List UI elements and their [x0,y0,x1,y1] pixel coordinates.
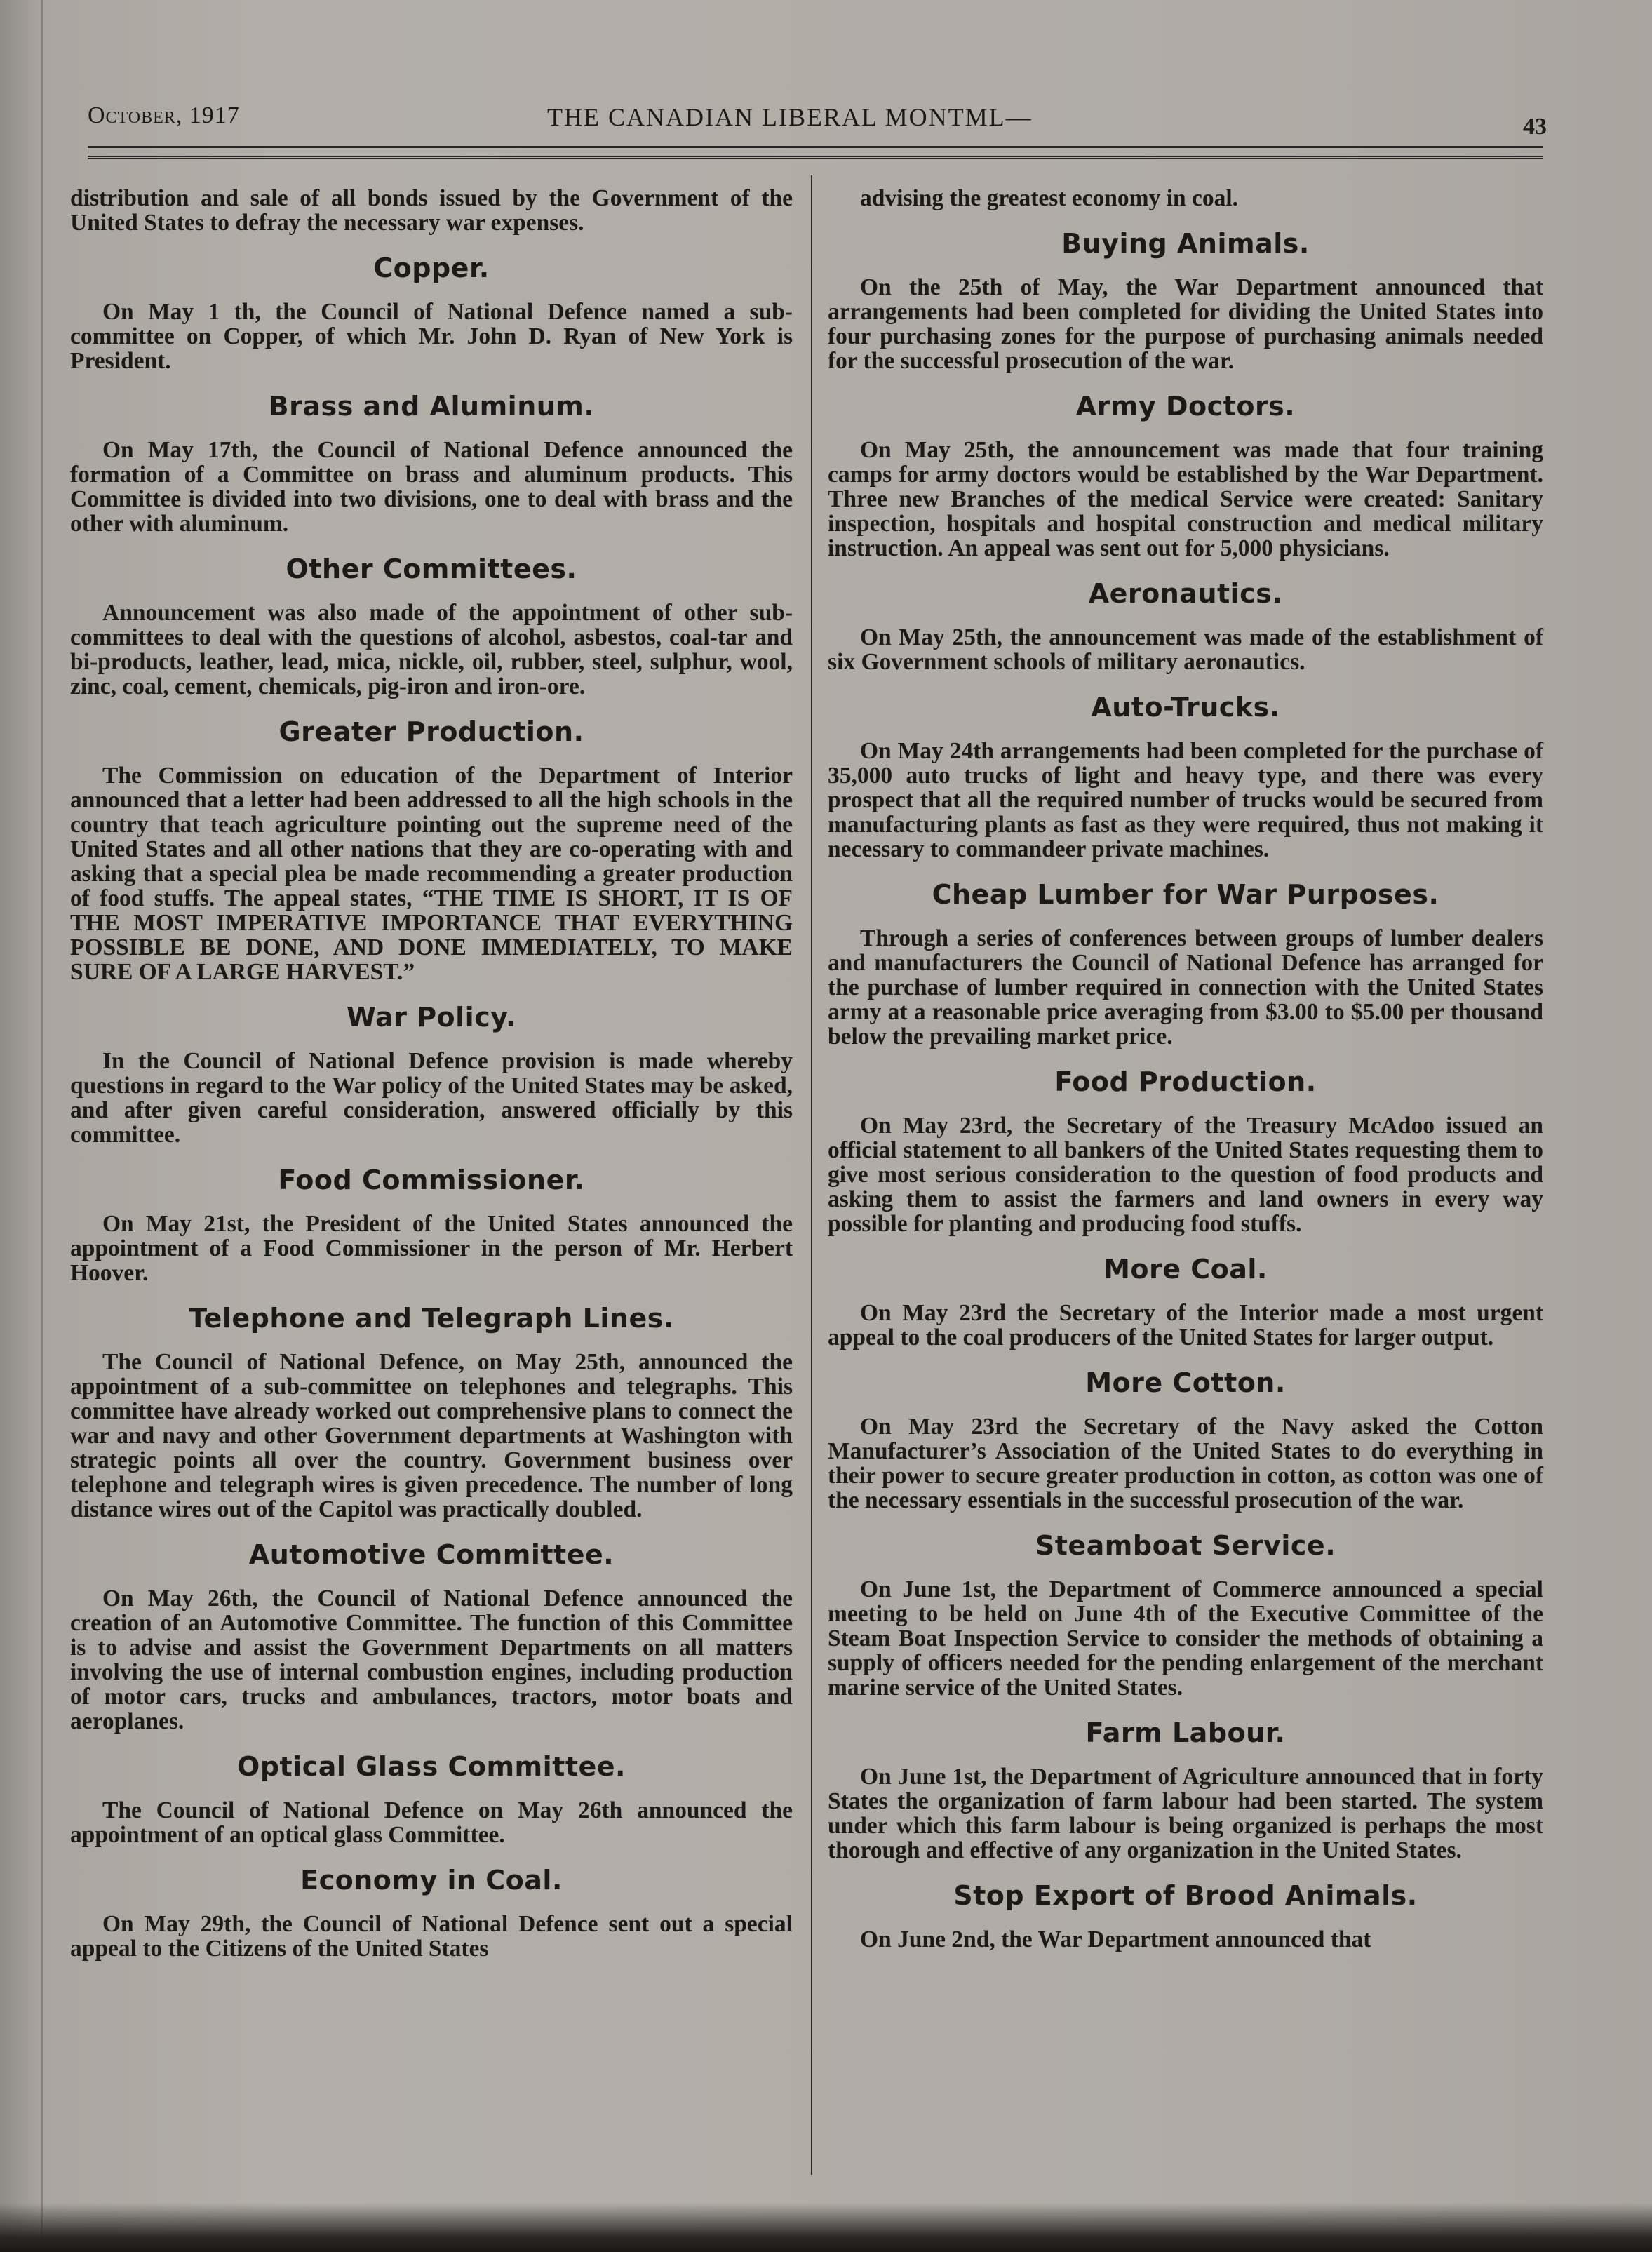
section-body-buying-animals: On the 25th of May, the War Department announced that arrangements had been completed for dividing the United States into four purchasing zones for the purpose of purchasing animals needed for the successful prosecution of the war. [828,274,1543,374]
section-body-war-policy: In the Council of National Defence provision is made whereby questions in regard to the War policy of the United States may be asked, and after given careful consideration, answered officially by this committee. [70,1048,793,1148]
section-body-food-production: On May 23rd, the Secretary of the Treasury McAdoo issued an official statement to all bankers of the United States requesting them to give most serious consideration to the question of food products and asking them to assist the farmers and land owners in every way possible for planting and producing food stuffs. [828,1113,1543,1237]
section-body-farm-labour: On June 1st, the Department of Agriculture announced that in forty States the organization of farm labour had been started. The system under which this farm labour is being organized is perhaps the most thorough and effective of any organization in the United States. [828,1764,1543,1863]
publication-title: THE CANADIAN LIBERAL MONTML— [547,103,1033,131]
page-bottom-shadow [0,2203,1652,2252]
section-heading-greater-production: Greater Production. [278,716,584,747]
section-heading-auto-trucks: Auto-Trucks. [1091,692,1280,723]
left-column-intro: distribution and sale of all bonds issued by the Government of the United States to defray the necessary war expenses. [70,185,793,236]
section-body-greater-production: The Commission on education of the Department of Interior announced that a letter had been addressed to all the high schools in the country that teach agriculture pointing out the supreme need of the United States and all other nations that they are co-operating with and asking that a special plea be made recommending a greater production of food stuffs. The appeal states, “THE TIME IS SHORT, IT IS OF THE MOST IMPERATIVE IMPORTANCE THAT EVERYTHING POSSIBLE BE DONE, AND DONE IMMEDIATELY, TO MAKE SURE OF A LARGE HARVEST.” [70,763,793,985]
section-heading-other-committees: Other Committees. [286,554,577,584]
header-rule [88,146,1543,152]
page-header [88,97,1547,139]
section-body-economy-coal: On May 29th, the Council of National Defence sent out a special appeal to the Citizens of the United States [70,1911,793,1962]
page-number: 43 [1523,114,1547,140]
section-heading-telephone-telegraph: Telephone and Telegraph Lines. [189,1303,674,1334]
section-body-army-doctors: On May 25th, the announcement was made that four training camps for army doctors would be established by the War Department. Three new Branches of the medical Service were created: Sanitary inspection, hospitals and hospital construction and medical military instruction. An appeal was sent out for 5,000 physicians. [828,437,1543,561]
section-heading-copper: Copper. [373,253,490,283]
header-double-rule [88,156,1543,159]
section-heading-automotive-committee: Automotive Committee. [248,1539,615,1570]
section-body-aeronautics: On May 25th, the announcement was made of the establishment of six Government schools of military aeronautics. [828,624,1543,675]
section-body-more-coal: On May 23rd the Secretary of the Interior made a most urgent appeal to the coal producers of the United States for larger output. [828,1300,1543,1350]
section-body-brass-aluminum: On May 17th, the Council of National Defence announced the formation of a Committee on brass and aluminum products. This Committee is divided into two divisions, one to deal with brass and the other with aluminum. [70,437,793,537]
section-body-auto-trucks: On May 24th arrangements had been completed for the purchase of 35,000 auto trucks of light and heavy type, and there was every prospect that all the required number of trucks would be secured from manufacturing plants as fast as they were required, thus not making it necessary to commandeer private machines. [828,738,1543,862]
section-body-automotive-committee: On May 26th, the Council of National Defence announced the creation of an Automotive Committee. The function of this Committee is to advise and assist the Government Departments on all matters involving the use of internal combustion engines, including production of motor cars, trucks and ambulances, tractors, motor boats and aeroplanes. [70,1586,793,1734]
section-heading-economy-coal: Economy in Coal. [300,1865,563,1896]
section-body-telephone-telegraph: The Council of National Defence, on May 25th, announced the appointment of a sub-committee on telephones and telegraphs. This committee have already worked out comprehensive plans to connect the war and navy and other Government departments at Washington with strategic points all over the country. Government business over telephone and telegraph wires is given precedence. The number of long distance wires out of the Capitol was practically doubled. [70,1349,793,1522]
column-divider [811,175,812,2175]
section-heading-army-doctors: Army Doctors. [1075,391,1296,422]
section-heading-war-policy: War Policy. [347,1002,516,1033]
issue-date: October, 1917 [88,102,240,128]
page-binding-edge [41,0,43,2252]
right-column [828,186,1543,1960]
section-heading-optical-glass: Optical Glass Committee. [237,1751,626,1782]
section-heading-cheap-lumber: Cheap Lumber for War Purposes. [932,879,1439,910]
left-column [70,186,793,1969]
section-body-stop-export: On June 2nd, the War Department announced that [860,1926,1371,1952]
section-body-other-committees: Announcement was also made of the appointment of other sub-committees to deal with the questions of alcohol, asbestos, coal-tar and bi-products, leather, lead, mica, nickle, oil, rubber, steel, sulphur, wool, zinc, coal, cement, chemicals, pig-iron and iron-ore. [70,600,793,699]
right-column-intro: advising the greatest economy in coal. [860,185,1239,211]
section-heading-steamboat-service: Steamboat Service. [1035,1530,1336,1561]
section-body-steamboat-service: On June 1st, the Department of Commerce announced a special meeting to be held on June 4th of the Executive Committee of the Steam Boat Inspection Service to consider the methods of obtaining a supply of officers needed for the pending enlargement of the merchant marine service of the United States. [828,1576,1543,1701]
section-body-optical-glass: The Council of National Defence on May 26th announced the appointment of an optical glass Committee. [70,1797,793,1848]
section-heading-stop-export: Stop Export of Brood Animals. [953,1880,1418,1911]
section-heading-aeronautics: Aeronautics. [1088,578,1283,609]
section-heading-buying-animals: Buying Animals. [1061,228,1310,259]
section-body-copper: On May 1 th, the Council of National Defence named a sub-committee on Copper, of which Mr. John D. Ryan of New York is President. [70,299,793,374]
section-body-more-cotton: On May 23rd the Secretary of the Navy asked the Cotton Manufacturer’s Association of the United States to do everything in their power to secure greater production in cotton, as cotton was one of the necessary essentials in the successful prosecution of the war. [828,1414,1543,1513]
section-heading-more-cotton: More Cotton. [1085,1367,1286,1398]
section-heading-food-commissioner: Food Commissioner. [278,1165,585,1195]
section-heading-more-coal: More Coal. [1103,1254,1268,1285]
section-heading-food-production: Food Production. [1054,1066,1317,1097]
section-heading-brass-aluminum: Brass and Aluminum. [268,391,595,422]
section-heading-farm-labour: Farm Labour. [1085,1717,1286,1748]
section-body-food-commissioner: On May 21st, the President of the United States announced the appointment of a Food Commissioner in the person of Mr. Herbert Hoover. [70,1211,793,1286]
section-body-cheap-lumber: Through a series of conferences between groups of lumber dealers and manufacturers the Council of National Defence has arranged for the purchase of lumber required in connection with the United States army at a reasonable price averaging from $3.00 to $5.00 per thousand below the prevailing market price. [828,925,1543,1050]
